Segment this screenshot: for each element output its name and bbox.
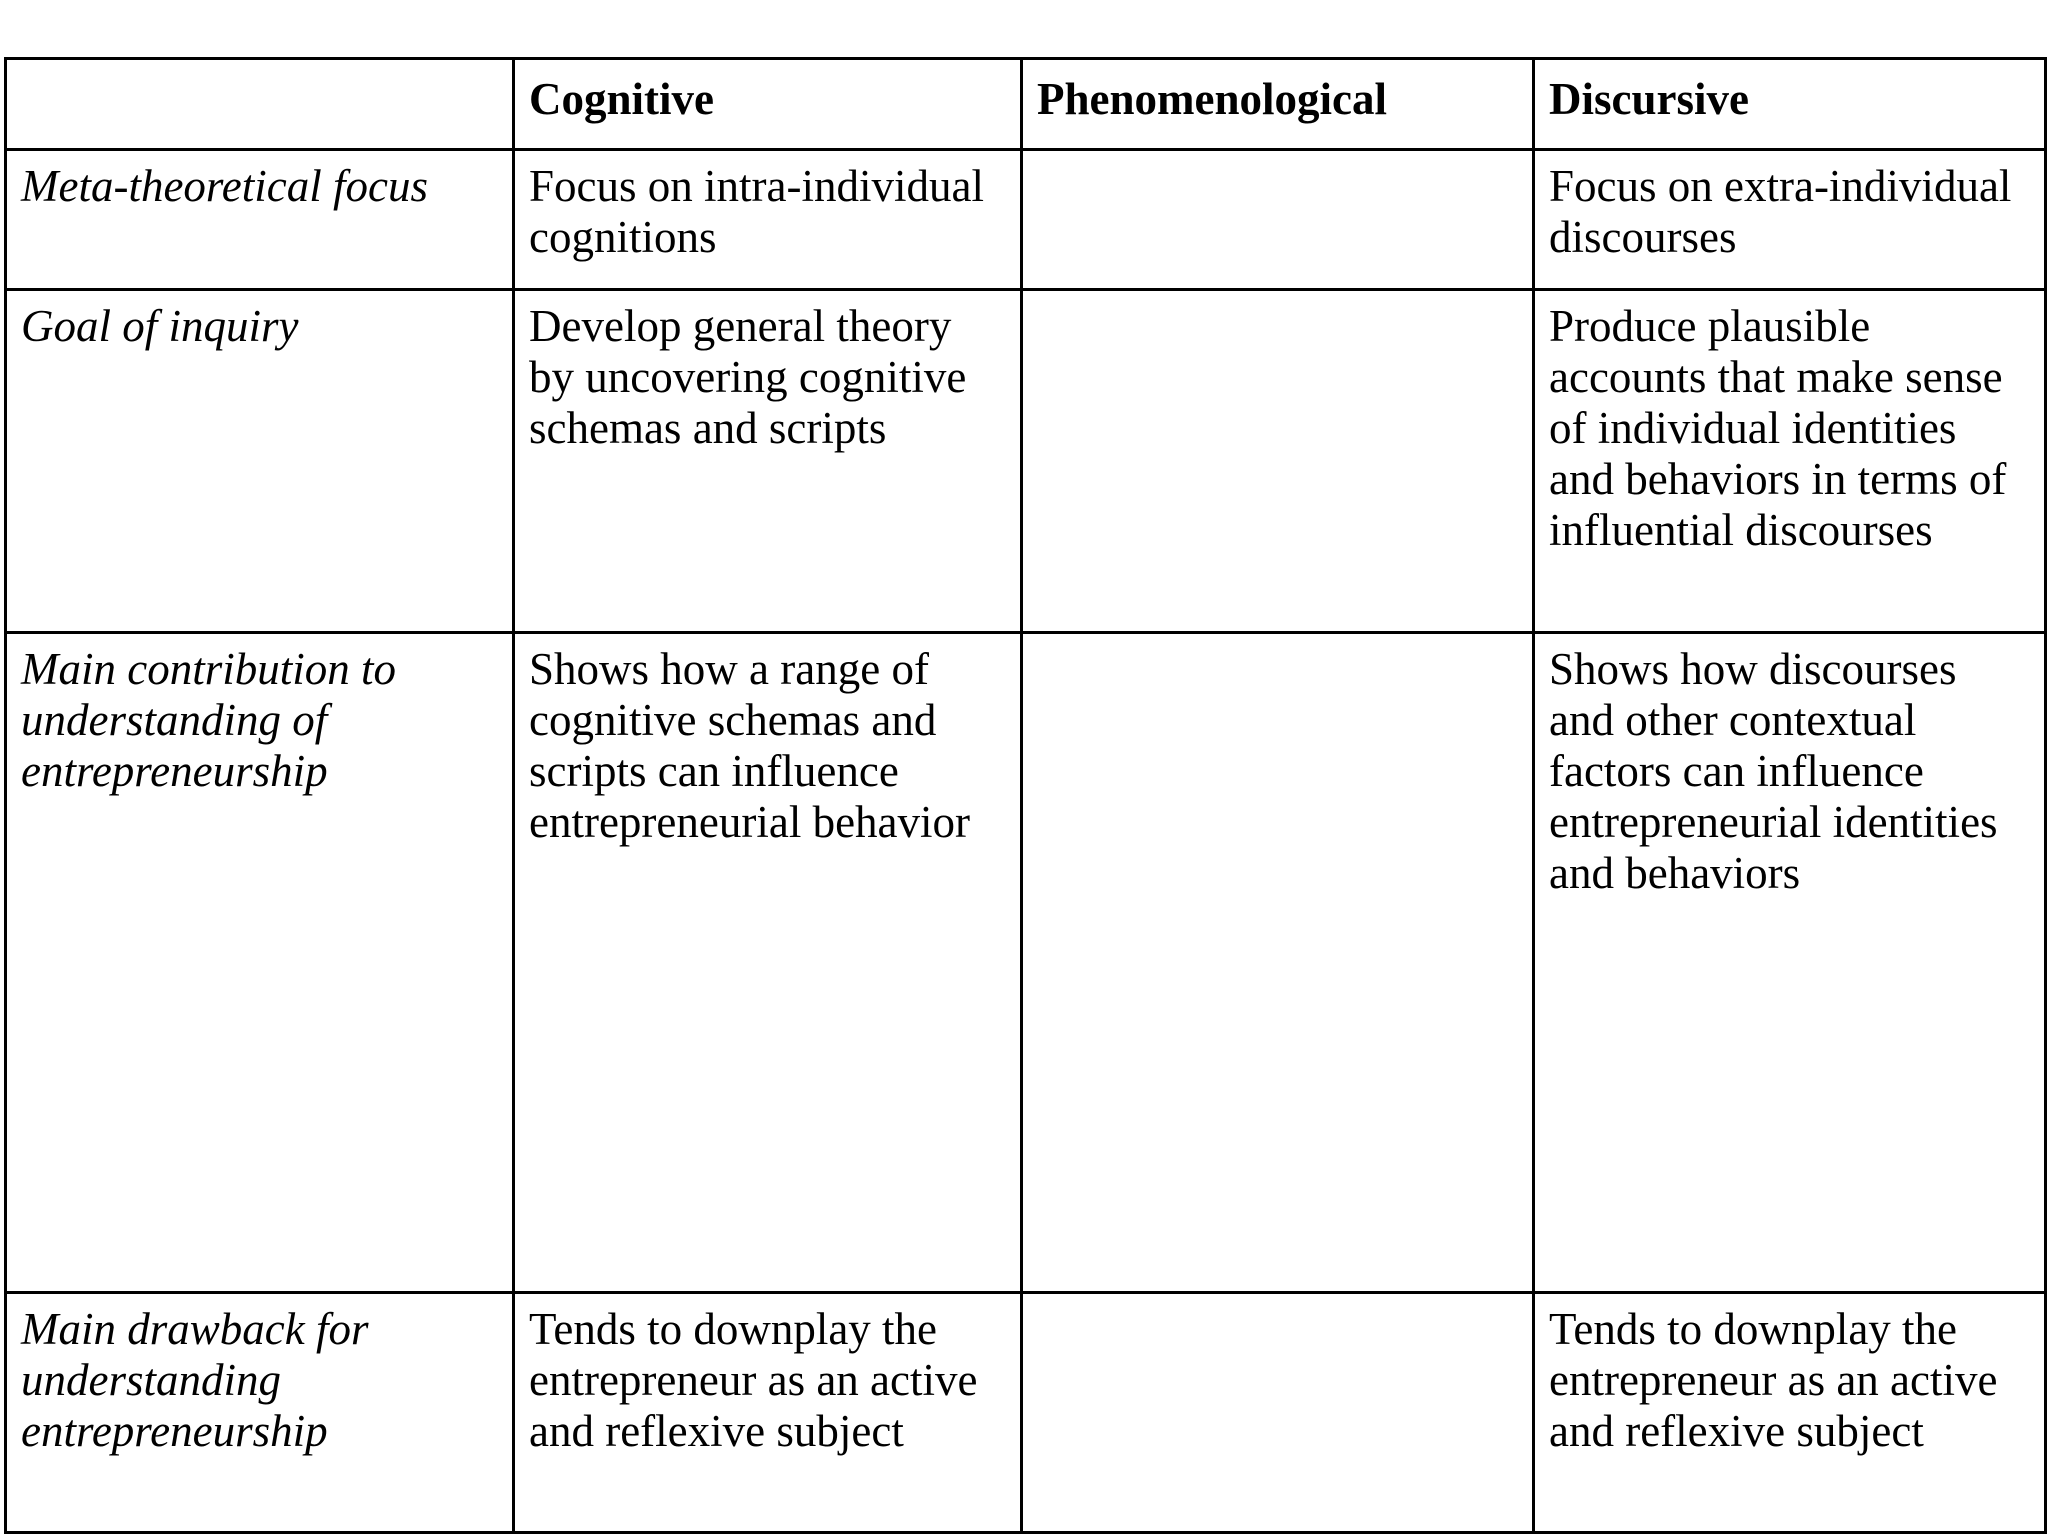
cell-cognitive: Shows how a range of cognitive schemas and scripts can influence entrepreneurial behavior: [514, 633, 1022, 1293]
header-cell-discursive: Discursive: [1534, 59, 2046, 150]
cell-phenomenological: [1022, 633, 1534, 1293]
row-label-main-drawback: Main drawback for understanding entrepreneurship: [6, 1293, 514, 1533]
cell-cognitive: Develop general theory by uncovering cognitive schemas and scripts: [514, 290, 1022, 633]
cell-phenomenological: [1022, 290, 1534, 633]
cell-phenomenological: [1022, 1293, 1534, 1533]
cell-discursive: Produce plausible accounts that make sense of individual identities and behaviors in terms of influential discourses: [1534, 290, 2046, 633]
row-label-goal-of-inquiry: Goal of inquiry: [6, 290, 514, 633]
table-row: [6, 290, 2046, 633]
cell-cognitive: Tends to downplay the entrepreneur as an active and reflexive subject: [514, 1293, 1022, 1533]
header-row: [6, 59, 2046, 150]
row-label-main-contribution: Main contribution to understanding of entrepreneurship: [6, 633, 514, 1293]
cell-discursive: Focus on extra-individual discourses: [1534, 150, 2046, 290]
header-cell-cognitive: Cognitive: [514, 59, 1022, 150]
cell-phenomenological: [1022, 150, 1534, 290]
header-cell-empty: [6, 59, 514, 150]
cell-discursive: Tends to downplay the entrepreneur as an active and reflexive subject: [1534, 1293, 2046, 1533]
table-row: [6, 150, 2046, 290]
header-cell-phenomenological: Phenomenological: [1022, 59, 1534, 150]
row-label-meta-theoretical-focus: Meta-theoretical focus: [6, 150, 514, 290]
comparison-table: [4, 57, 2047, 1534]
cell-discursive: Shows how discourses and other contextual factors can influence entrepreneurial identities and behaviors: [1534, 633, 2046, 1293]
table-row: [6, 1293, 2046, 1533]
table-row: [6, 633, 2046, 1293]
cell-cognitive: Focus on intra-individual cognitions: [514, 150, 1022, 290]
